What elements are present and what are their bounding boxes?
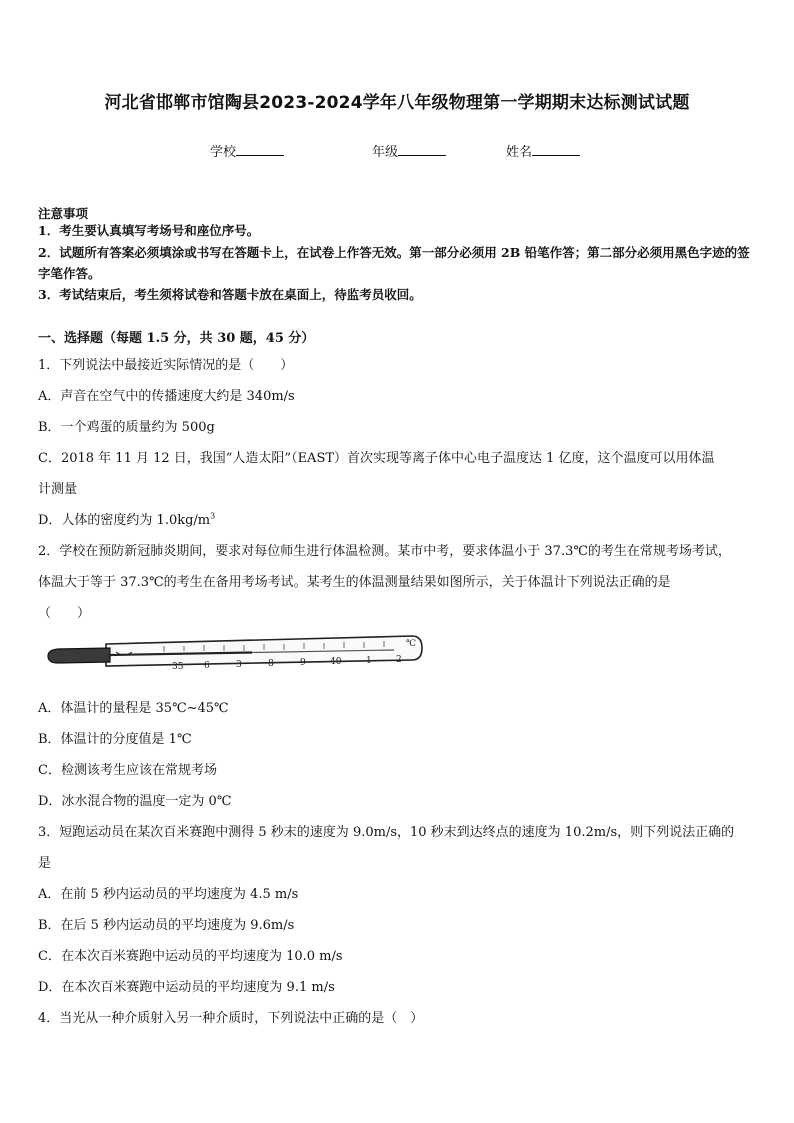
school-field bbox=[210, 141, 284, 160]
q2-option-d: D．冰水混合物的温度一定为 0℃ bbox=[38, 794, 232, 809]
thermo-label: 9 bbox=[300, 658, 306, 668]
q3-option-b: B．在后 5 秒内运动员的平均速度为 9.6m/s bbox=[38, 918, 295, 933]
q1-option-d bbox=[38, 509, 215, 528]
name-blank[interactable] bbox=[532, 143, 580, 156]
grade-blank[interactable] bbox=[398, 143, 446, 156]
exam-title: 河北省邯郸市馆陶县2023-2024学年八年级物理第一学期期末达标测试试题 bbox=[104, 93, 690, 113]
q2-stem: 2．学校在预防新冠肺炎期间，要求对每位师生进行体温检测。某市中考，要求体温小于 37.3℃的考生在常规考场考试， bbox=[38, 544, 731, 559]
q1-option-d-sup: 3 bbox=[210, 511, 216, 521]
q3-stem: 3．短跑运动员在某次百米赛跑中测得 5 秒末的速度为 9.0m/s，10 秒末到达终点的速度为 10.2m/s，则下列说法正确的 bbox=[38, 825, 735, 840]
thermo-label: 8 bbox=[268, 659, 274, 669]
thermo-unit: ℃ bbox=[406, 639, 417, 649]
name-label: 姓名 bbox=[506, 145, 533, 160]
q2-option-b: B．体温计的分度值是 1℃ bbox=[38, 732, 192, 747]
thermometer-glass bbox=[106, 636, 422, 666]
q2-option-a: A．体温计的量程是 35℃~45℃ bbox=[38, 701, 229, 716]
q3-stem-cont: 是 bbox=[38, 856, 52, 871]
q1-option-c-cont: 计测量 bbox=[38, 482, 78, 497]
thermo-label: 6 bbox=[204, 661, 210, 671]
q2-stem-paren: （ ） bbox=[38, 606, 91, 621]
thermo-label: 2 bbox=[396, 655, 402, 665]
section-heading: 一、选择题（每题 1.5 分，共 30 题，45 分） bbox=[38, 331, 315, 346]
notes-heading: 注意事项 bbox=[38, 206, 89, 221]
note-item: 3．考试结束后，考生须将试卷和答题卡放在桌面上，待监考员收回。 bbox=[38, 287, 422, 302]
name-field bbox=[506, 141, 580, 160]
thermo-label: 1 bbox=[366, 656, 372, 666]
q1-option-a: A．声音在空气中的传播速度大约是 340m/s bbox=[38, 389, 295, 404]
q1-option-d-text: D．人体的密度约为 1.0kg/m bbox=[38, 513, 211, 528]
q3-option-a: A．在前 5 秒内运动员的平均速度为 4.5 m/s bbox=[38, 887, 299, 902]
q2-stem-cont: 体温大于等于 37.3℃的考生在备用考场考试。某考生的体温测量结果如图所示，关于体温计下列说法正确的是 bbox=[38, 575, 671, 590]
q1-stem: 1．下列说法中最接近实际情况的是（ ） bbox=[38, 358, 294, 373]
school-label: 学校 bbox=[210, 145, 237, 160]
q3-option-c: C．在本次百米赛跑中运动员的平均速度为 10.0 m/s bbox=[38, 949, 343, 964]
thermo-label: 3 bbox=[236, 660, 242, 670]
thermo-label: 35 bbox=[172, 662, 184, 672]
note-item: 2．试题所有答案必须填涂或书写在答题卡上，在试卷上作答无效。第一部分必须用 2B 铅笔作答；第二部分必须用黑色字迹的签字笔作答。 bbox=[38, 245, 750, 281]
thermo-label: 40 bbox=[330, 657, 342, 667]
q2-option-c: C．检测该考生应该在常规考场 bbox=[38, 763, 217, 778]
q1-option-b: B．一个鸡蛋的质量约为 500g bbox=[38, 420, 215, 435]
thermometer-bulb bbox=[48, 648, 110, 663]
grade-label: 年级 bbox=[372, 145, 399, 160]
q3-option-d: D．在本次百米赛跑中运动员的平均速度为 9.1 m/s bbox=[38, 980, 335, 995]
q4-stem: 4．当光从一种介质射入另一种介质时，下列说法中正确的是（ ） bbox=[38, 1011, 424, 1026]
school-blank[interactable] bbox=[236, 143, 284, 156]
note-item: 1．考生要认真填写考场号和座位序号。 bbox=[38, 223, 260, 238]
grade-field bbox=[372, 141, 446, 160]
thermometer-figure bbox=[44, 630, 424, 676]
q1-option-c: C．2018 年 11 月 12 日，我国“人造太阳”（EAST）首次实现等离子体中心电子温度达 1 亿度，这个温度可以用体温 bbox=[38, 451, 715, 466]
